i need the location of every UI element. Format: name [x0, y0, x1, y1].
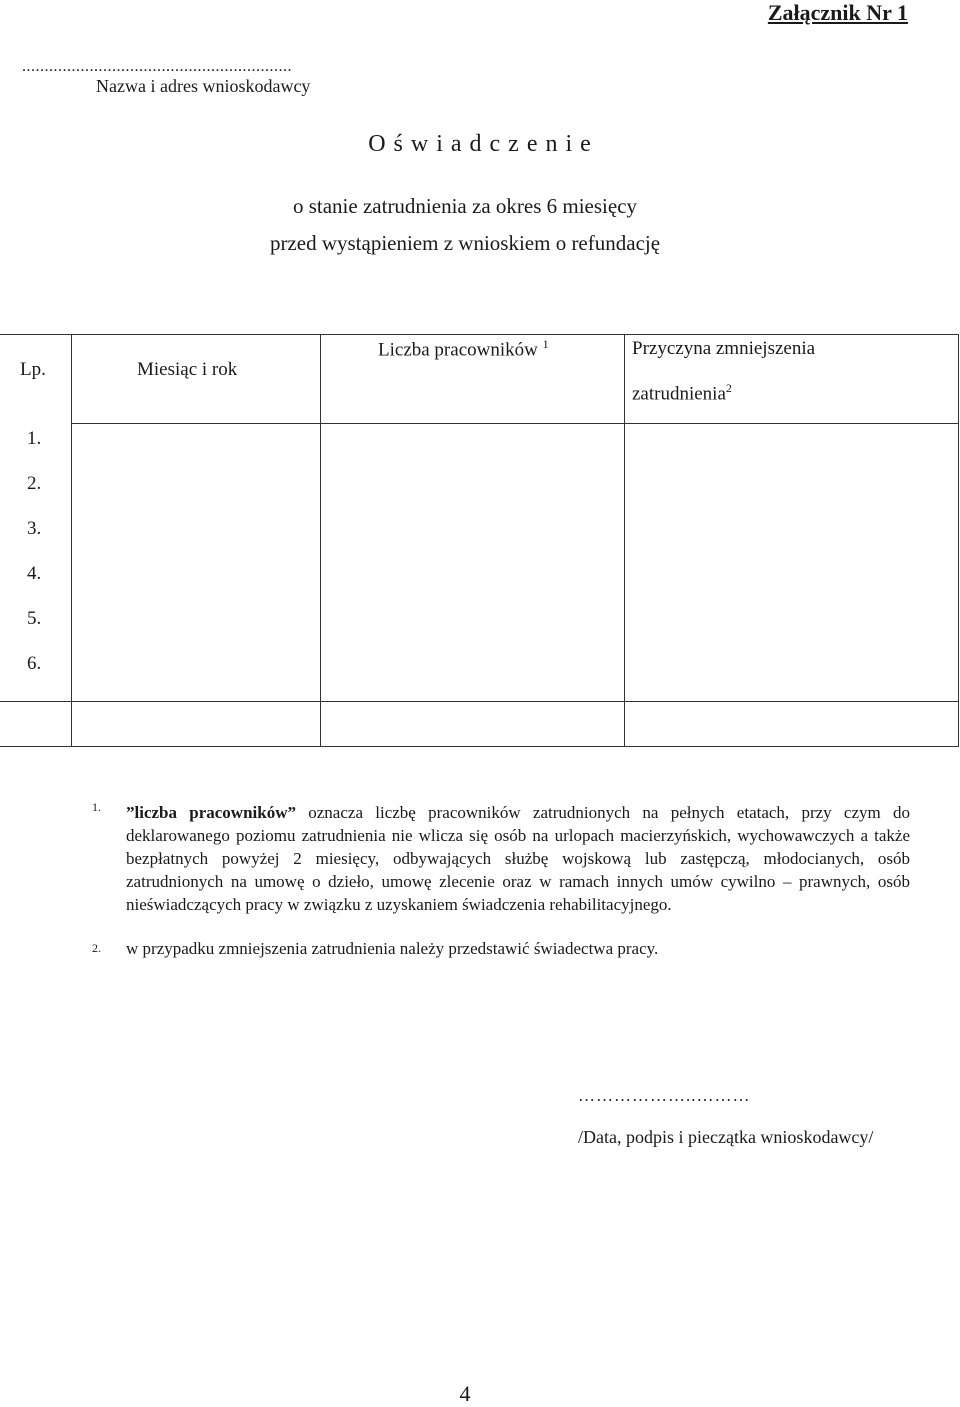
- table-row-divider: [0, 701, 959, 702]
- document-title: O ś w i a d c z e n i e: [368, 131, 592, 157]
- col-header-reason-2: [632, 381, 732, 405]
- col-header-employees-label: Liczba pracowników: [378, 339, 538, 361]
- footnote-ref-1: 1: [542, 337, 549, 351]
- col-header-lp: Lp.: [20, 359, 46, 380]
- table-border-top: [0, 334, 959, 335]
- col-header-reason-1: Przyczyna zmniejszenia: [632, 338, 816, 359]
- table-row-number: 6.: [27, 653, 42, 674]
- footnote-ref-2: 2: [725, 381, 732, 395]
- table-row-number: 1.: [27, 428, 42, 449]
- footnote-number-2: 2.: [92, 941, 101, 955]
- applicant-dots: ............................................................: [22, 58, 292, 75]
- signature-dots: ………………..………: [578, 1086, 751, 1105]
- table-row-number: 4.: [27, 563, 42, 584]
- table-header-divider: [72, 423, 959, 424]
- applicant-label: Nazwa i adres wnioskodawcy: [96, 76, 311, 96]
- footnote-number-1: 1.: [92, 800, 101, 814]
- col-header-reason-2-label: zatrudnienia: [632, 383, 726, 405]
- footnote-2: w przypadku zmniejszenia zatrudnienia należy przedstawić świadectwa pracy.: [126, 939, 659, 958]
- document-subtitle-1: o stanie zatrudnienia za okres 6 miesięcy: [292, 194, 638, 218]
- table-col-divider-1: [71, 334, 72, 747]
- page-number: 4: [459, 1381, 471, 1406]
- footnote-1-term: ”liczba pracowników”: [126, 803, 296, 822]
- col-header-employees: [378, 337, 549, 361]
- table-border-right: [958, 334, 959, 747]
- col-header-month: Miesiąc i rok: [137, 359, 238, 380]
- signature-label: /Data, podpis i pieczątka wnioskodawcy/: [578, 1127, 874, 1147]
- table-col-divider-2: [320, 334, 321, 747]
- table-col-divider-3: [624, 334, 625, 747]
- document-subtitle-2: przed wystąpieniem z wnioskiem o refundację: [269, 231, 661, 255]
- table-border-bottom: [0, 746, 959, 747]
- footnote-1: [126, 801, 910, 916]
- table-row-number: 2.: [27, 473, 42, 494]
- table-row-number: 5.: [27, 608, 42, 629]
- table-row-number: 3.: [27, 518, 42, 539]
- footnote-1-text: oznacza liczbę pracowników zatrudnionych na pełnych etatach, przy czym do deklarowanego poziomu zatrudnienia nie wlicza się osób na urlopach macierzyńskich, wychowawczych a także bezpłatnych powyżej 2 miesięcy, odbywających służbę wojskową lub zastępczą, młodocianych, osób zatrudnionych na umowę o dzieło, umowę zlecenie oraz w ramach innych umów cywilno – prawnych, osób nieświadczących pracy w związku z uzyskaniem świadczenia rehabilitacyjnego.: [126, 803, 910, 914]
- attachment-label: Załącznik Nr 1: [767, 0, 908, 25]
